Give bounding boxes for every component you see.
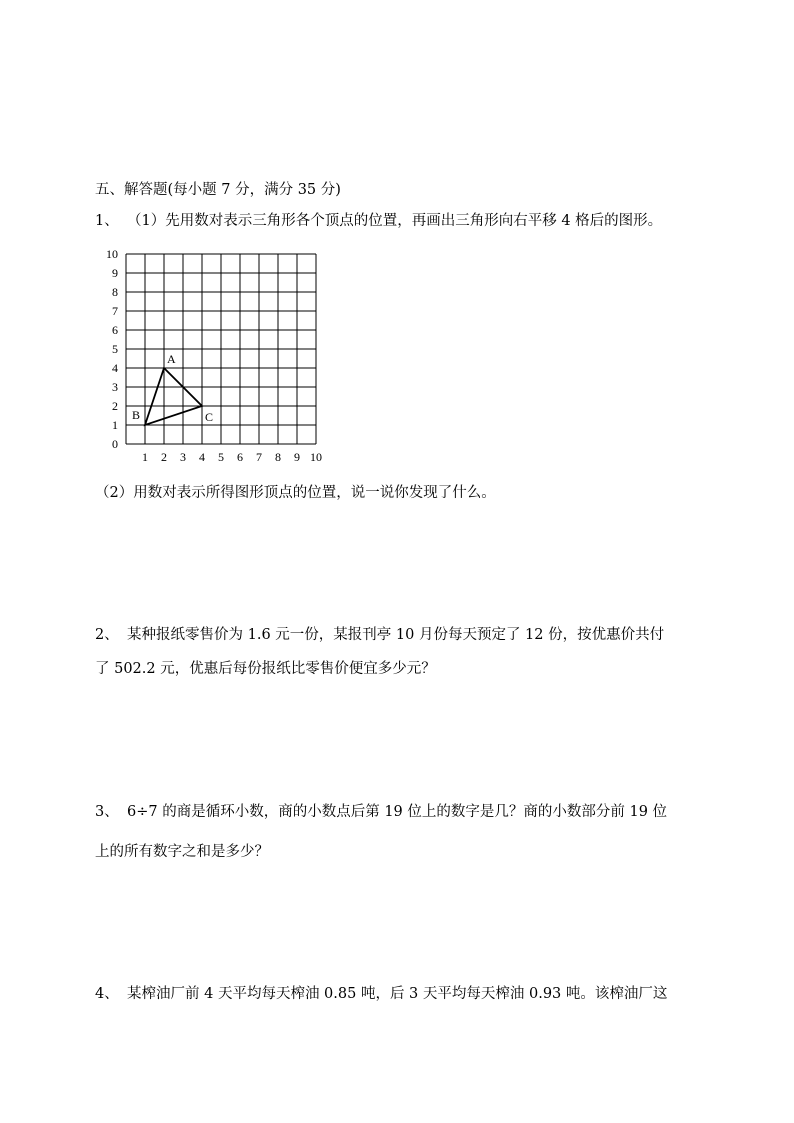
question-3-line-1-text: 6÷7 的商是循环小数，商的小数点后第 19 位上的数字是几？商的小数部分前 19 位	[127, 804, 668, 820]
question-2-line-1-text: 某种报纸零售价为 1.6 元一份，某报刊亭 10 月份每天预定了 12 份，按优惠价共付	[127, 627, 665, 643]
y-tick-label: 6	[112, 323, 118, 337]
question-2-line-2: 了 502.2 元，优惠后每份报纸比零售价便宜多少元？	[95, 661, 436, 677]
vertex-label-c: C	[205, 410, 214, 424]
y-tick-label: 10	[106, 247, 118, 261]
question-3-number: 3、	[95, 804, 119, 820]
question-1-number: 1、	[95, 213, 119, 229]
question-1-part-1	[95, 211, 662, 231]
coordinate-grid-figure	[100, 244, 340, 466]
y-tick-label: 9	[112, 266, 118, 280]
y-axis-labels	[106, 247, 118, 451]
question-1-part-2: （2）用数对表示所得图形顶点的位置，说一说你发现了什么。	[95, 485, 496, 501]
x-tick-label: 3	[180, 450, 186, 464]
question-4-line-1	[95, 984, 667, 1004]
x-tick-label: 2	[161, 450, 167, 464]
y-tick-label: 1	[112, 418, 118, 432]
x-tick-label: 6	[237, 450, 243, 464]
vertex-labels	[132, 352, 213, 424]
y-tick-label: 7	[112, 304, 118, 318]
question-4-number: 4、	[95, 986, 119, 1002]
grid-lines	[126, 254, 316, 444]
question-1-part-1-text: （1）先用数对表示三角形各个顶点的位置，再画出三角形向右平移 4 格后的图形。	[127, 213, 663, 229]
x-axis-labels	[142, 450, 322, 464]
triangle-abc	[145, 368, 202, 425]
x-tick-label: 8	[275, 450, 281, 464]
y-tick-label: 5	[112, 342, 118, 356]
question-2-number: 2、	[95, 627, 119, 643]
x-tick-label: 5	[218, 450, 224, 464]
question-3-line-1	[95, 802, 667, 822]
y-tick-label: 4	[112, 361, 118, 375]
vertex-label-a: A	[167, 352, 176, 366]
y-tick-label: 0	[112, 437, 118, 451]
y-tick-label: 8	[112, 285, 118, 299]
y-tick-label: 2	[112, 399, 118, 413]
x-tick-label: 4	[199, 450, 205, 464]
x-tick-label: 7	[256, 450, 262, 464]
section-title: 五、解答题(每小题 7 分，满分 35 分)	[95, 182, 341, 198]
x-tick-label: 1	[142, 450, 148, 464]
x-tick-label: 10	[310, 450, 322, 464]
question-3-line-2: 上的所有数字之和是多少？	[95, 844, 269, 860]
y-tick-label: 3	[112, 380, 118, 394]
question-2-line-1	[95, 625, 664, 645]
x-tick-label: 9	[294, 450, 300, 464]
vertex-label-b: B	[131, 408, 140, 422]
question-4-line-1-text: 某榨油厂前 4 天平均每天榨油 0.85 吨，后 3 天平均每天榨油 0.93 吨。该榨油厂这	[127, 986, 668, 1002]
